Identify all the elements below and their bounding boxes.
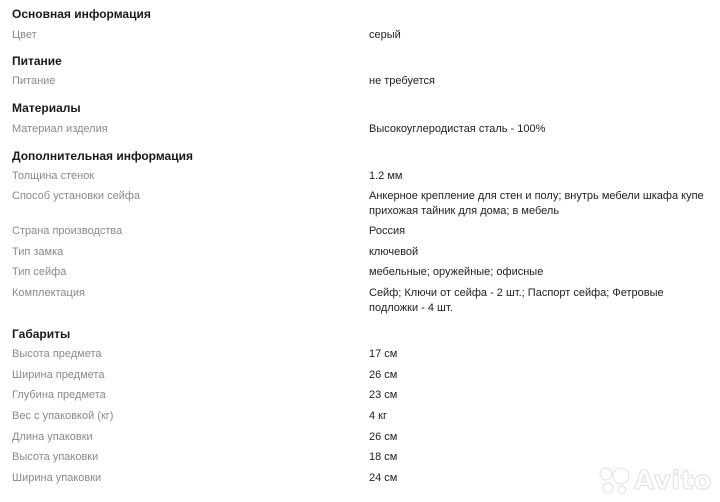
spec-label-package-width: Ширина упаковки [12,472,102,484]
spec-value-country: Россия [369,225,406,237]
section-title-power: Питание [12,54,62,68]
watermark-text: Avito [634,466,712,496]
spec-label-country: Страна производства [12,225,123,237]
spec-label-item-depth: Глубина предмета [12,389,106,401]
spec-label-wall-thickness: Толщина стенок [12,170,95,182]
spec-value-package-width: 24 см [369,472,398,484]
spec-label-package-contents: Комплектация [12,287,85,299]
spec-value-item-width: 26 см [369,369,398,381]
spec-value-wall-thickness: 1.2 мм [369,170,403,182]
spec-value-lock-type: ключевой [369,246,419,258]
spec-value-item-height: 17 см [369,348,398,360]
section-title-basic: Основная информация [12,7,151,21]
spec-label-power: Питание [12,75,56,87]
spec-value-power: не требуется [369,75,435,87]
spec-value-item-depth: 23 см [369,389,398,401]
spec-label-color: Цвет [12,29,37,41]
spec-value-package-contents: Сейф; Ключи от сейфа - 2 шт.; Паспорт сейфа; Фетровые подложки - 4 шт. [369,287,664,314]
avito-watermark [597,466,712,496]
spec-value-color: серый [369,29,401,41]
spec-label-weight: Вес с упаковкой (кг) [12,410,114,422]
spec-value-package-height: 18 см [369,451,398,463]
avito-dots-icon [597,466,631,496]
section-title-materials: Материалы [12,101,81,115]
spec-value-material: Высокоуглеродистая сталь - 100% [369,123,546,135]
spec-value-weight: 4 кг [369,410,387,422]
spec-label-item-height: Высота предмета [12,348,102,360]
spec-label-lock-type: Тип замка [12,246,64,258]
section-title-additional: Дополнительная информация [12,149,193,163]
spec-value-installation: Анкерное крепление для стен и полу; внутрь мебели шкафа купе прихожая тайник для дома; в мебель [369,190,704,217]
spec-value-safe-type: мебельные; оружейные; офисные [369,266,544,278]
spec-value-package-length: 26 см [369,431,398,443]
spec-label-installation: Способ установки сейфа [12,190,141,202]
spec-label-package-height: Высота упаковки [12,451,99,463]
spec-label-safe-type: Тип сейфа [12,266,67,278]
spec-label-item-width: Ширина предмета [12,369,105,381]
section-title-dimensions: Габариты [12,327,71,341]
spec-label-material: Материал изделия [12,123,108,135]
spec-label-package-length: Длина упаковки [12,431,93,443]
